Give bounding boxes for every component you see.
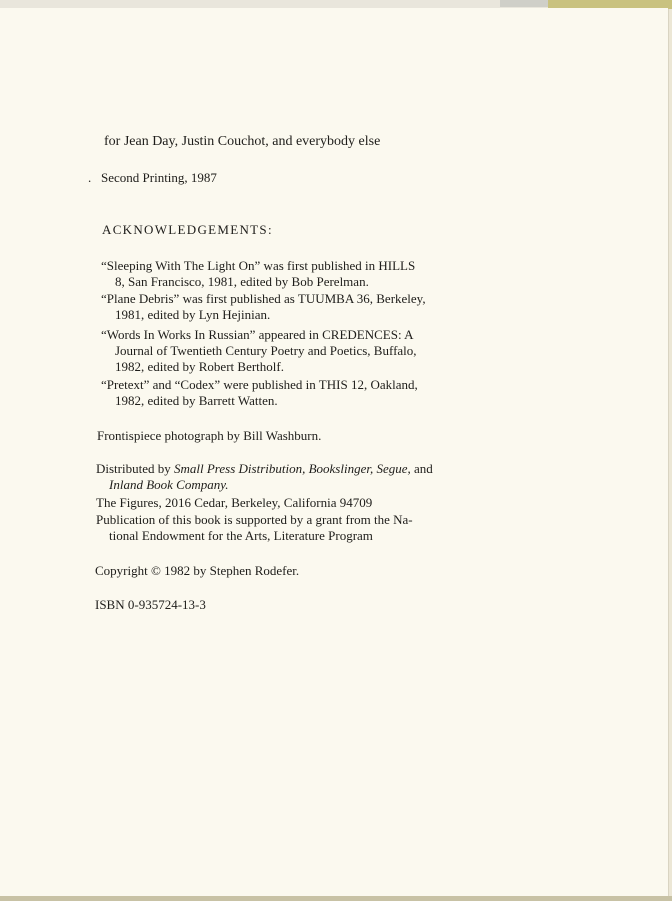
- acknowledgement-entry: [101, 377, 441, 409]
- scan-edge-gray-strip: [500, 0, 548, 7]
- distribution-and: and: [410, 461, 433, 476]
- scan-bottom-edge: [0, 896, 672, 901]
- entry-line: “Pretext” and “Codex” were published in THIS 12, Oakland,: [101, 377, 418, 392]
- entry-line: 8, San Francisco, 1981, edited by Bob Perelman.: [115, 274, 369, 289]
- acknowledgement-entry: [101, 291, 441, 323]
- isbn: ISBN 0-935724-13-3: [95, 597, 206, 612]
- printing-bullet: .: [88, 170, 92, 185]
- entry-line: Journal of Twentieth Century Poetry and Poetics, Buffalo,: [115, 343, 417, 358]
- support-line: tional Endowment for the Arts, Literature Program: [109, 528, 373, 543]
- entry-line: 1982, edited by Robert Bertholf.: [115, 359, 284, 374]
- support-line: Publication of this book is supported by a grant from the Na-: [96, 512, 413, 527]
- dedication: for Jean Day, Justin Couchot, and everybody else: [104, 134, 381, 149]
- printing-line: Second Printing, 1987: [101, 170, 217, 185]
- entry-line: “Plane Debris” was first published as TUUMBA 36, Berkeley,: [101, 291, 426, 306]
- acknowledgement-entry: [101, 258, 441, 290]
- distribution-prefix: Distributed by: [96, 461, 174, 476]
- entry-line: “Words In Works In Russian” appeared in CREDENCES: A: [101, 327, 414, 342]
- publisher-address: The Figures, 2016 Cedar, Berkeley, California 94709: [96, 495, 373, 510]
- entry-line: 1982, edited by Barrett Watten.: [115, 393, 278, 408]
- frontispiece-credit: Frontispiece photograph by Bill Washburn.: [97, 428, 322, 443]
- acknowledgement-entry: [101, 327, 441, 375]
- entry-line: “Sleeping With The Light On” was first published in HILLS: [101, 258, 416, 273]
- entry-line: 1981, edited by Lyn Hejinian.: [115, 307, 271, 322]
- acknowledgements-heading: ACKNOWLEDGEMENTS:: [102, 222, 273, 237]
- publication-support-note: [96, 512, 413, 544]
- distributor-names: Small Press Distribution, Bookslinger, Segue,: [174, 461, 411, 476]
- distribution-note: [96, 461, 433, 493]
- copyright-notice: Copyright © 1982 by Stephen Rodefer.: [95, 563, 300, 578]
- distributor-names-continued: Inland Book Company.: [109, 477, 229, 492]
